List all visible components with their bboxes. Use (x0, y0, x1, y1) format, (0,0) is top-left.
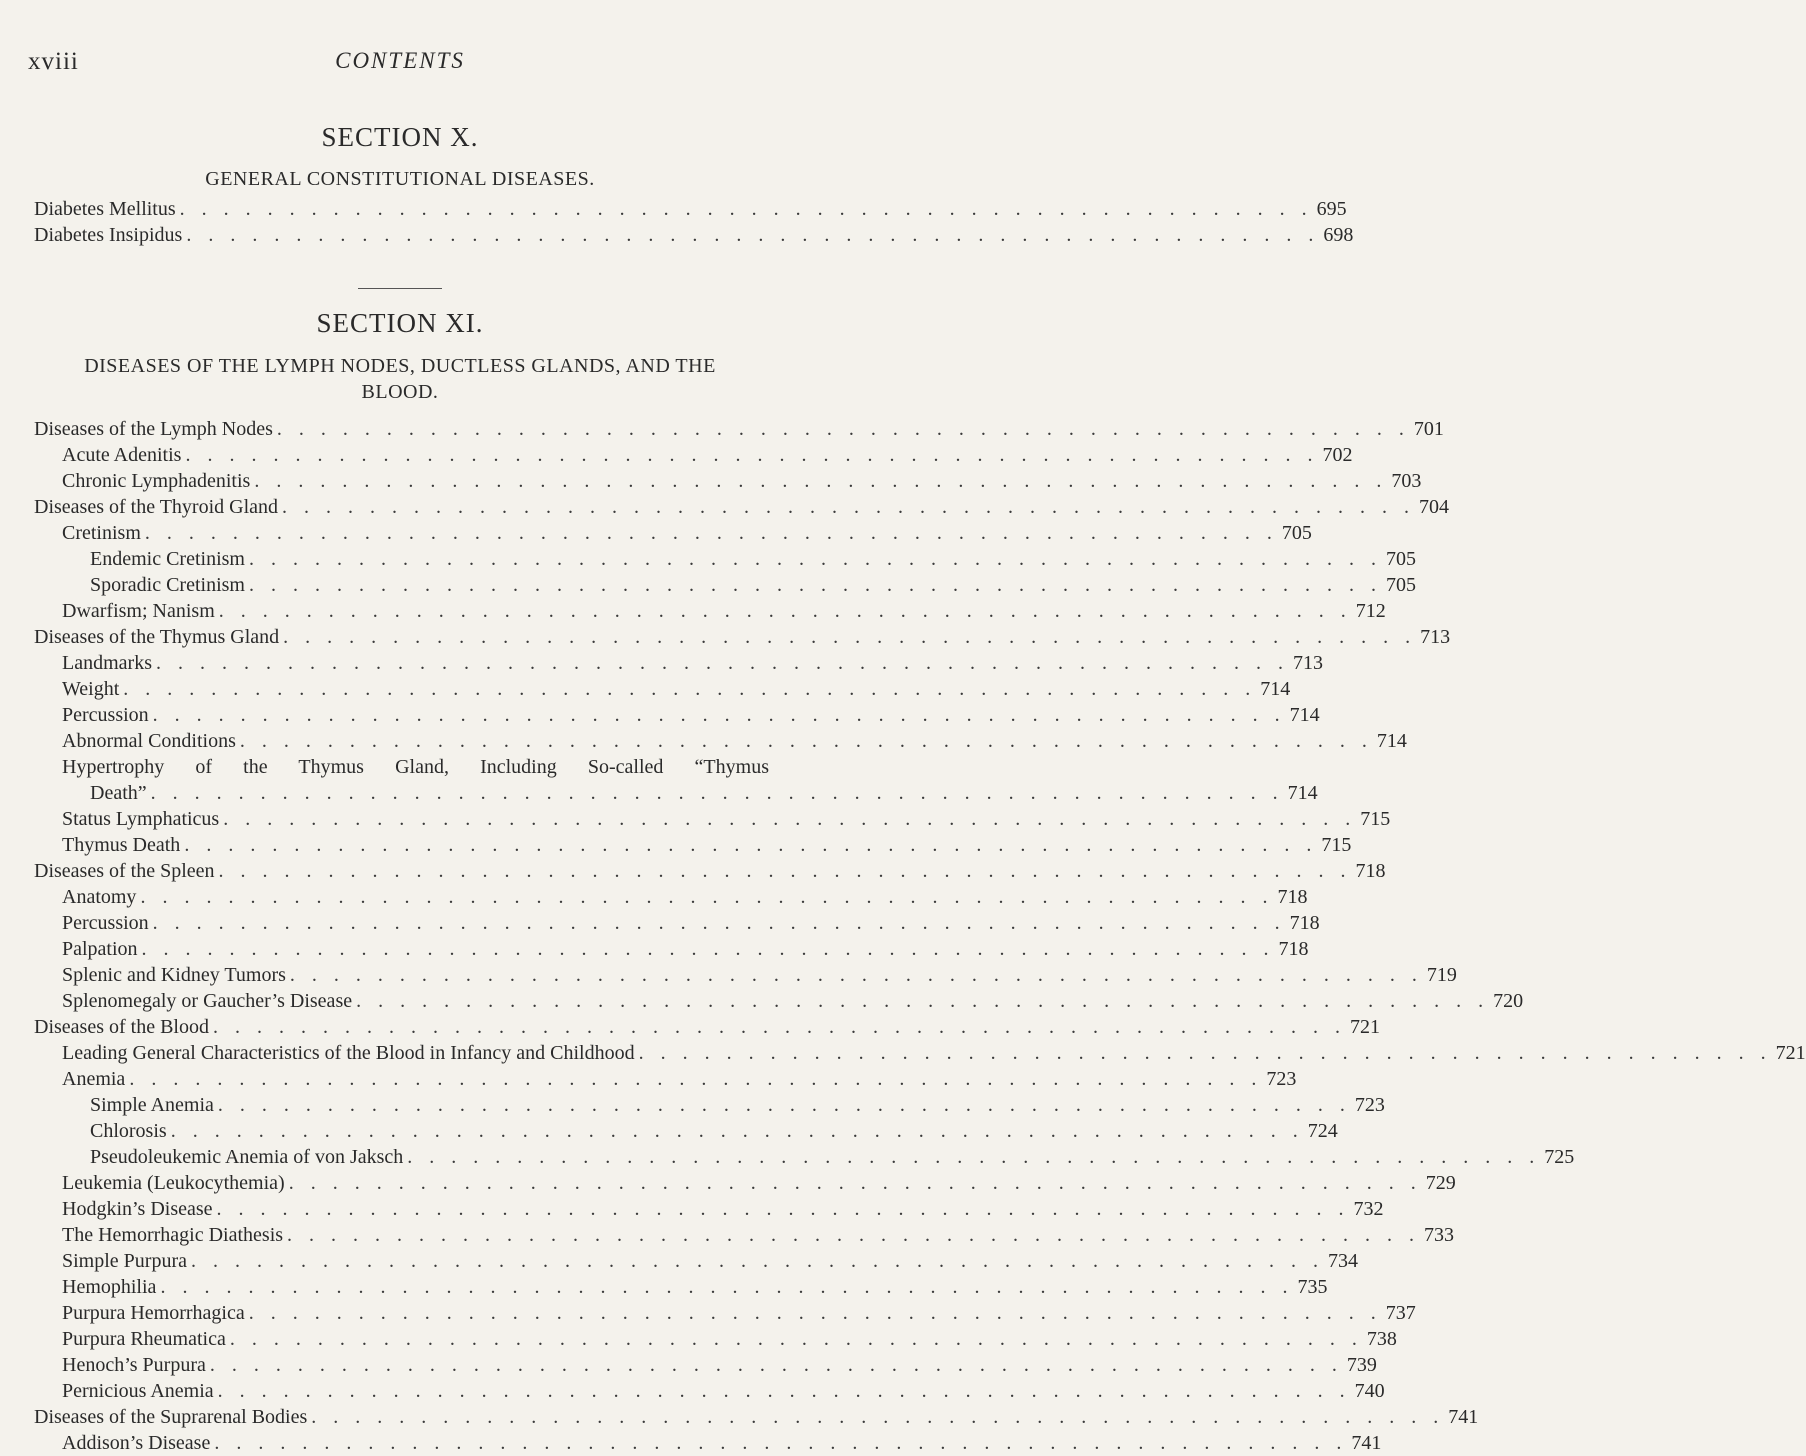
toc-entry-label: Anemia (62, 1068, 126, 1090)
toc-entry-label: Diseases of the Thyroid Gland (34, 496, 279, 518)
section-xi-subtitle-line2: BLOOD. (361, 381, 439, 403)
dot-leader: . . . . . . . . . . . . . . . . . . . . . . . . . . . . . . . . . . . . . . . . . . . . . . . . . . . . (289, 964, 1423, 986)
toc-entry (62, 910, 1320, 936)
dot-leader: . . . . . . . . . . . . . . . . . . . . . . . . . . . . . . . . . . . . . . . . . . . . . . . . . . . . (184, 834, 1318, 856)
toc-entry-wrapped-line: Hypertrophy of the Thymus Gland, Including So-called “Thymus (62, 756, 769, 778)
toc-entry-page: 721 (1775, 1042, 1806, 1064)
dot-leader: . . . . . . . . . . . . . . . . . . . . . . . . . . . . . . . . . . . . . . . . . . . . . . . . . . . . (144, 522, 1278, 544)
toc-entry-label: Abnormal Conditions (62, 730, 236, 752)
dot-leader: . . . . . . . . . . . . . . . . . . . . . . . . . . . . . . . . . . . . . . . . . . . . . . . . . . . . (229, 1328, 1363, 1350)
dot-leader: . . . . . . . . . . . . . . . . . . . . . . . . . . . . . . . . . . . . . . . . . . . . . . . . . . . . (186, 224, 1320, 246)
toc-entry-page: 704 (1419, 496, 1450, 518)
toc-entry-page: 695 (1316, 198, 1347, 220)
toc-entry-label: The Hemorrhagic Diathesis (62, 1224, 284, 1246)
toc-entry-page: 705 (1385, 548, 1416, 570)
dot-leader: . . . . . . . . . . . . . . . . . . . . . . . . . . . . . . . . . . . . . . . . . . . . . . . . . . . . (216, 1198, 1350, 1220)
toc-entry-page: 718 (1277, 886, 1308, 908)
dot-leader: . . . . . . . . . . . . . . . . . . . . . . . . . . . . . . . . . . . . . . . . . . . . . . . . . . . . (218, 860, 1352, 882)
dot-leader: . . . . . . . . . . . . . . . . . . . . . . . . . . . . . . . . . . . . . . . . . . . . . . . . . . . . (217, 1094, 1351, 1116)
toc-entry (62, 884, 1308, 910)
dot-leader: . . . . . . . . . . . . . . . . . . . . . . . . . . . . . . . . . . . . . . . . . . . . . . . . . . . . (283, 626, 1417, 648)
toc-entry-label: Pernicious Anemia (62, 1380, 214, 1402)
toc-entry (62, 1300, 1416, 1326)
toc-entry-page: 714 (1376, 730, 1407, 752)
toc-entry (62, 520, 1312, 546)
dot-leader: . . . . . . . . . . . . . . . . . . . . . . . . . . . . . . . . . . . . . . . . . . . . . . . . . . . . (123, 678, 1257, 700)
dot-leader: . . . . . . . . . . . . . . . . . . . . . . . . . . . . . . . . . . . . . . . . . . . . . . . . . . . . (248, 574, 1382, 596)
toc-entry (62, 442, 1353, 468)
dot-leader: . . . . . . . . . . . . . . . . . . . . . . . . . . . . . . . . . . . . . . . . . . . . . . . . . . . . (248, 1302, 1382, 1324)
toc-entry-label: Leukemia (Leukocythemia) (62, 1172, 285, 1194)
toc-entry-label: Diabetes Insipidus (34, 224, 183, 246)
toc-entry (62, 832, 1352, 858)
dot-leader: . . . . . . . . . . . . . . . . . . . . . . . . . . . . . . . . . . . . . . . . . . . . . . . . . . . . (140, 886, 1274, 908)
toc-entry-page: 702 (1322, 444, 1353, 466)
toc-entry (62, 1222, 1455, 1248)
toc-entry-page: 720 (1493, 990, 1524, 1012)
toc-entry-page: 718 (1278, 938, 1309, 960)
toc-entry-label: Thymus Death (62, 834, 181, 856)
toc-entry (62, 1196, 1384, 1222)
toc-entry-page: 721 (1349, 1016, 1380, 1038)
toc-entry-page: 734 (1328, 1250, 1358, 1272)
dot-leader: . . . . . . . . . . . . . . . . . . . . . . . . . . . . . . . . . . . . . . . . . . . . . . . . . . . . (152, 704, 1286, 726)
toc-entry (62, 936, 1309, 962)
toc-entry (62, 1248, 1358, 1274)
toc-entry-label: Diabetes Mellitus (34, 198, 176, 220)
toc-entry (62, 676, 1291, 702)
toc-entry-label: Weight (62, 678, 120, 700)
dot-leader: . . . . . . . . . . . . . . . . . . . . . . . . . . . . . . . . . . . . . . . . . . . . . . . . . . . . (191, 1250, 1324, 1272)
toc-entry-label: Splenic and Kidney Tumors (62, 964, 286, 986)
toc-entry-label: Dwarfism; Nanism (62, 600, 215, 622)
toc-entry-page: 718 (1355, 860, 1386, 882)
toc-entry-label: Sporadic Cretinism (90, 574, 245, 596)
toc-entry (34, 416, 1444, 442)
dot-leader: . . . . . . . . . . . . . . . . . . . . . . . . . . . . . . . . . . . . . . . . . . . . . . . . . . . . (288, 1172, 1422, 1194)
toc-entry (62, 806, 1391, 832)
toc-entry-page: 713 (1420, 626, 1451, 648)
dot-leader: . . . . . . . . . . . . . . . . . . . . . . . . . . . . . . . . . . . . . . . . . . . . . . . . . . . . (155, 652, 1289, 674)
toc-entry (62, 728, 1407, 754)
dot-leader: . . . . . . . . . . . . . . . . . . . . . . . . . . . . . . . . . . . . . . . . . . . . . . . . . . . . (214, 1432, 1348, 1454)
toc-entry (34, 858, 1386, 884)
toc-entry (90, 546, 1416, 572)
toc-entry-label: Purpura Rheumatica (62, 1328, 226, 1350)
toc-entry-label: Diseases of the Suprarenal Bodies (34, 1406, 308, 1428)
dot-leader: . . . . . . . . . . . . . . . . . . . . . . . . . . . . . . . . . . . . . . . . . . . . . . . . . . . . (239, 730, 1373, 752)
dot-leader: . . . . . . . . . . . . . . . . . . . . . . . . . . . . . . . . . . . . . . . . . . . . . . . . . . . . (141, 938, 1275, 960)
dot-leader: . . . . . . . . . . . . . . . . . . . . . . . . . . . . . . . . . . . . . . . . . . . . . . . . . . . . (170, 1120, 1304, 1142)
toc-entry (90, 1092, 1385, 1118)
toc-entry (62, 1378, 1385, 1404)
toc-entry-page: 718 (1289, 912, 1320, 934)
toc-entry-page: 703 (1391, 470, 1422, 492)
dot-leader: . . . . . . . . . . . . . . . . . . . . . . . . . . . . . . . . . . . . . . . . . . . . . . . . . . . . (185, 444, 1319, 466)
toc-entry-page: 705 (1281, 522, 1312, 544)
dot-leader: . . . . . . . . . . . . . . . . . . . . . . . . . . . . . . . . . . . . . . . . . . . . . . . . . . . . (129, 1068, 1263, 1090)
toc-entry-page: 714 (1289, 704, 1320, 726)
toc-entry-page: 719 (1426, 964, 1457, 986)
toc-entry-label: Addison’s Disease (62, 1432, 211, 1454)
dot-leader: . . . . . . . . . . . . . . . . . . . . . . . . . . . . . . . . . . . . . . . . . . . . . . . . . . . . (287, 1224, 1421, 1246)
toc-entry-label: Diseases of the Spleen (34, 860, 215, 882)
toc-entry-label: Diseases of the Lymph Nodes (34, 418, 273, 440)
toc-entry-page: 725 (1544, 1146, 1575, 1168)
toc-entry (62, 962, 1457, 988)
toc-entry-label: Hemophilia (62, 1276, 157, 1298)
dot-leader: . . . . . . . . . . . . . . . . . . . . . . . . . . . . . . . . . . . . . . . . . . . . . . . . . . . . (282, 496, 1416, 518)
toc-entry (34, 1404, 1479, 1430)
dot-leader: . . . . . . . . . . . . . . . . . . . . . . . . . . . . . . . . . . . . . . . . . . . . . . . . . . . . (276, 418, 1410, 440)
dot-leader: . . . . . . . . . . . . . . . . . . . . . . . . . . . . . . . . . . . . . . . . . . . . . . . . . . . . (218, 600, 1352, 622)
toc-entry-label: Status Lymphaticus (62, 808, 220, 830)
toc-entry-label: Death” (90, 782, 147, 804)
dot-leader: . . . . . . . . . . . . . . . . . . . . . . . . . . . . . . . . . . . . . . . . . . . . . . . . . . . . (209, 1354, 1343, 1376)
toc-entry-page: 713 (1292, 652, 1323, 674)
toc-entry-page: 741 (1351, 1432, 1382, 1454)
running-title: CONTENTS (335, 48, 465, 73)
toc-entry-page: 735 (1297, 1276, 1328, 1298)
toc-entry-label: Henoch’s Purpura (62, 1354, 206, 1376)
toc-entry-label: Diseases of the Thymus Gland (34, 626, 280, 648)
toc-entry (62, 468, 1422, 494)
toc-entry (62, 1170, 1456, 1196)
toc-entry-label: Cretinism (62, 522, 141, 544)
toc-entry-label: Chronic Lymphadenitis (62, 470, 251, 492)
toc-entry-label: Palpation (62, 938, 138, 960)
toc-entry-page: 741 (1448, 1406, 1479, 1428)
toc-entry (90, 1144, 1575, 1170)
toc-entry-page: 733 (1424, 1224, 1455, 1246)
dot-leader: . . . . . . . . . . . . . . . . . . . . . . . . . . . . . . . . . . . . . . . . . . . . . . . . . . . . (223, 808, 1357, 830)
toc-entry-label: Diseases of the Blood (34, 1016, 209, 1038)
toc-entry (62, 1066, 1297, 1092)
toc-entry-page: 723 (1266, 1068, 1297, 1090)
dot-leader: . . . . . . . . . . . . . . . . . . . . . . . . . . . . . . . . . . . . . . . . . . . . . . . . . . . . (311, 1406, 1445, 1428)
dot-leader: . . . . . . . . . . . . . . . . . . . . . . . . . . . . . . . . . . . . . . . . . . . . . . . . . . . . (179, 198, 1313, 220)
toc-entry-page: 712 (1355, 600, 1386, 622)
toc-entry (62, 650, 1323, 676)
dot-leader: . . . . . . . . . . . . . . . . . . . . . . . . . . . . . . . . . . . . . . . . . . . . . . . . . . . . (212, 1016, 1346, 1038)
section-divider (358, 288, 442, 289)
toc-entry-page: 729 (1425, 1172, 1456, 1194)
toc-entry-page: 715 (1360, 808, 1391, 830)
toc-entry (34, 624, 1451, 650)
toc-entry-label: Simple Anemia (90, 1094, 214, 1116)
toc-entry-page: 724 (1307, 1120, 1338, 1142)
section-x-title: SECTION X. (321, 122, 479, 152)
toc-entry (34, 494, 1450, 520)
toc-entry-label: Splenomegaly or Gaucher’s Disease (62, 990, 353, 1012)
toc-entry-page: 732 (1353, 1198, 1384, 1220)
section-xi-title: SECTION XI. (316, 308, 484, 338)
toc-entry (34, 222, 1354, 248)
toc-entry (62, 598, 1386, 624)
toc-entry-label: Simple Purpura (62, 1250, 187, 1272)
toc-entry (62, 1326, 1397, 1352)
toc-entry-label: Percussion (62, 704, 149, 726)
page-header (0, 44, 800, 84)
toc-entry-label: Landmarks (62, 652, 152, 674)
dot-leader: . . . . . . . . . . . . . . . . . . . . . . . . . . . . . . . . . . . . . . . . . . . . . . . . . . . . (152, 912, 1286, 934)
toc-entry (62, 1430, 1382, 1456)
dot-leader: . . . . . . . . . . . . . . . . . . . . . . . . . . . . . . . . . . . . . . . . . . . . . . . . . . . . (150, 782, 1284, 804)
toc-entry-page: 701 (1413, 418, 1444, 440)
toc-entry-label: Purpura Hemorrhagica (62, 1302, 245, 1324)
dot-leader: . . . . . . . . . . . . . . . . . . . . . . . . . . . . . . . . . . . . . . . . . . . . . . . . . . . . (407, 1146, 1541, 1168)
toc-entry-label: Percussion (62, 912, 149, 934)
toc-entry-label: Endemic Cretinism (90, 548, 245, 570)
toc-entry-page: 714 (1287, 782, 1318, 804)
toc-entry (34, 196, 1347, 222)
toc-entry (90, 1118, 1338, 1144)
toc-entry (62, 1274, 1328, 1300)
toc-entry-label: Anatomy (62, 886, 137, 908)
dot-leader: . . . . . . . . . . . . . . . . . . . . . . . . . . . . . . . . . . . . . . . . . . . . . . . . . . . . (160, 1276, 1294, 1298)
toc-entry-page: 737 (1385, 1302, 1416, 1324)
dot-leader: . . . . . . . . . . . . . . . . . . . . . . . . . . . . . . . . . . . . . . . . . . . . . . . . . . . . (638, 1042, 1772, 1064)
toc-entry-page: 714 (1260, 678, 1291, 700)
section-x-subtitle: GENERAL CONSTITUTIONAL DISEASES. (205, 168, 595, 190)
toc-entry (62, 1040, 1806, 1066)
toc-entry-label: Leading General Characteristics of the Blood in Infancy and Childhood (62, 1042, 635, 1064)
toc-entry (62, 702, 1320, 728)
toc-entry-label: Hodgkin’s Disease (62, 1198, 213, 1220)
toc-entry-page: 739 (1346, 1354, 1377, 1376)
toc-entry-label: Acute Adenitis (62, 444, 182, 466)
toc-entry-label: Chlorosis (90, 1120, 167, 1142)
toc-entry-page: 740 (1354, 1380, 1385, 1402)
toc-entry (62, 988, 1524, 1014)
toc-entry (90, 780, 1318, 806)
dot-leader: . . . . . . . . . . . . . . . . . . . . . . . . . . . . . . . . . . . . . . . . . . . . . . . . . . . . (356, 990, 1490, 1012)
toc-entry-page: 715 (1321, 834, 1352, 856)
toc-entry-page: 698 (1323, 224, 1354, 246)
toc-entry-page: 738 (1366, 1328, 1397, 1350)
section-xi-subtitle-line1: DISEASES OF THE LYMPH NODES, DUCTLESS GLANDS, AND THE (84, 355, 716, 377)
toc-entry (90, 572, 1416, 598)
toc-entry-label: Pseudoleukemic Anemia of von Jaksch (90, 1146, 404, 1168)
toc-entry-page: 723 (1354, 1094, 1385, 1116)
dot-leader: . . . . . . . . . . . . . . . . . . . . . . . . . . . . . . . . . . . . . . . . . . . . . . . . . . . . (217, 1380, 1351, 1402)
toc-entry (62, 1352, 1377, 1378)
dot-leader: . . . . . . . . . . . . . . . . . . . . . . . . . . . . . . . . . . . . . . . . . . . . . . . . . . . . (254, 470, 1388, 492)
page-number: xviii (28, 48, 79, 75)
toc-entry-page: 705 (1385, 574, 1416, 596)
toc-entry (34, 1014, 1380, 1040)
dot-leader: . . . . . . . . . . . . . . . . . . . . . . . . . . . . . . . . . . . . . . . . . . . . . . . . . . . . (248, 548, 1382, 570)
